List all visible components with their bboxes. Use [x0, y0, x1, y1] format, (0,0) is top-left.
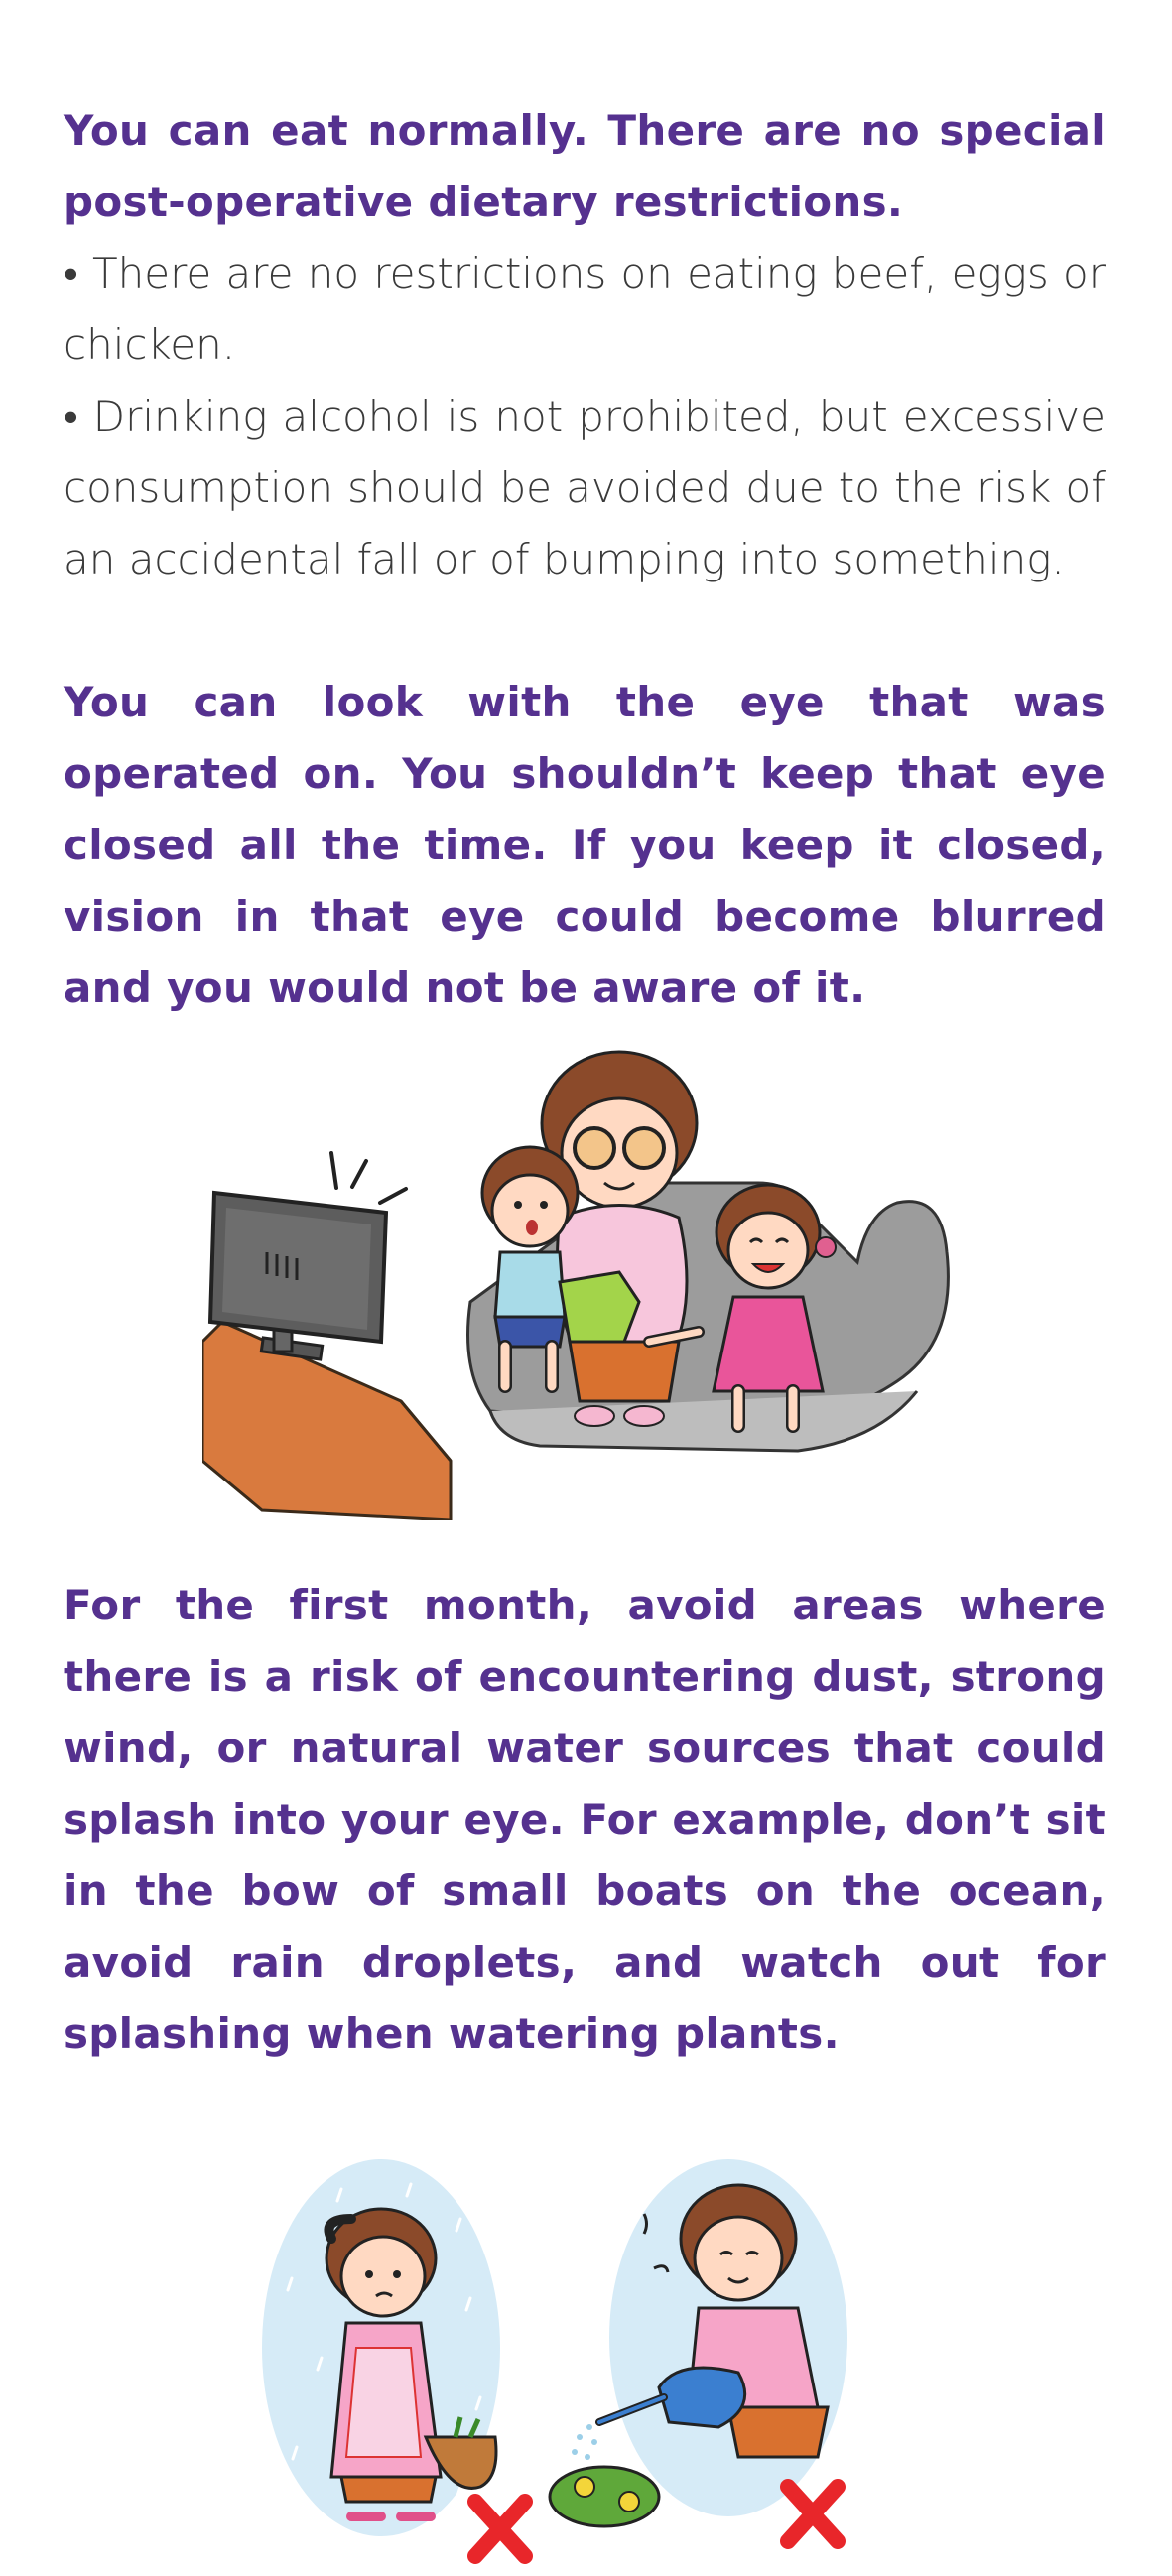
protection-text: For the first month, avoid areas where there is a risk of encountering dust, strong wind, or natural water sources that could splash into your eye. For example, don’t sit in the bow of small boats on the ocean, avoid rain droplets, and watch out for splashing when watering plants. — [64, 1581, 1106, 2058]
diet-heading: You can eat normally. There are no special post-operative dietary restrictions. — [64, 106, 1106, 226]
family-watching-tv-illustration — [202, 1044, 1026, 1520]
rain-and-watering-warning-illustration — [262, 2159, 977, 2576]
protection-section — [64, 1570, 1106, 2070]
watering-scene — [550, 2159, 847, 2526]
green-shirt — [560, 1272, 639, 1342]
diet-section — [64, 95, 1106, 595]
eye-use-text: You can look with the eye that was operated on. You shouldn’t keep that eye closed all the time. If you keep it closed, vision in that eye could become blurred and you would not be aware of it. — [64, 678, 1106, 1012]
cross-icon — [788, 2487, 838, 2541]
eye-use-section — [64, 667, 1106, 1024]
diet-bullet-2: • Drinking alcohol is not prohibited, but excessive consumption should be avoided due to the risk of an accidental fall or of bumping into something. — [64, 392, 1106, 583]
page-content — [64, 95, 1106, 2576]
rain-scene — [262, 2159, 500, 2536]
tv-stand — [202, 1322, 451, 1520]
diet-bullet-1: • There are no restrictions on eating beef, eggs or chicken. — [64, 249, 1106, 369]
cross-icon — [475, 2502, 525, 2556]
